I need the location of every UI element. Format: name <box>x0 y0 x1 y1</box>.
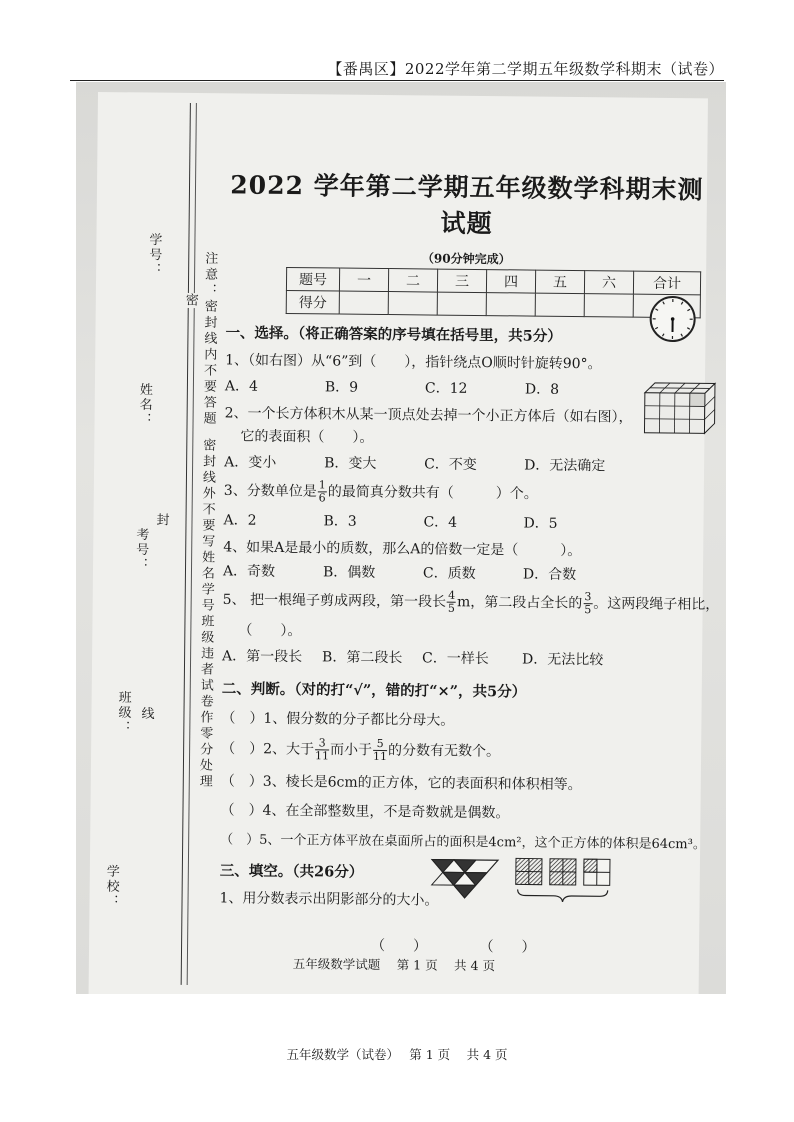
numerator: 1 <box>318 478 326 492</box>
answer-blank-squares[interactable]: （ ） <box>479 939 536 956</box>
question-1: 1、（如右图）从“6”到（ ），指针绕点O顺时针旋转90°。 <box>225 352 602 373</box>
score-header-cell: 合计 <box>633 271 700 295</box>
question-4: 4、如果A是最小的质数，那么A的倍数一定是（ ）。 <box>223 539 582 560</box>
question-5-text-a: 5、 把一根绳子剪成两段，第一段长 <box>222 591 447 611</box>
fraction-three-elevenths <box>315 737 329 762</box>
question-2-continued: 它的表面积（ ）。 <box>240 428 374 446</box>
option: C．4 <box>423 514 458 531</box>
score-header-cell: 题号 <box>286 267 339 291</box>
denominator: 11 <box>314 749 330 763</box>
option: D．8 <box>524 381 560 398</box>
notice-outside: 密封线外不要写姓名学号班级违者试卷作零分处理 <box>195 438 215 838</box>
seal-line <box>181 103 191 985</box>
section-1-title: 一、选择。（将正确答案的序号填在括号里，共5分） <box>225 324 562 345</box>
seal-sidebar <box>89 92 218 994</box>
exam-content <box>219 93 720 958</box>
option: B．9 <box>324 379 359 396</box>
exam-paper <box>89 92 720 994</box>
score-header-cell: 三 <box>437 269 486 293</box>
seal-char-mi: 密 <box>182 292 198 309</box>
question-3 <box>224 478 704 508</box>
option: B．第二段长 <box>322 649 403 667</box>
question-5-text-b: m，第二段占全长的 <box>456 594 583 612</box>
score-header-cell: 五 <box>535 270 584 294</box>
square-fraction-figure <box>513 856 624 917</box>
judgement-2-text-a: （ ）2、大于 <box>221 740 315 758</box>
question-4-options <box>223 560 703 585</box>
exam-number-label: 考号： <box>132 527 149 573</box>
judgement-1: （ ）1、假分数的分子都比分母大。 <box>221 710 455 729</box>
option: B．3 <box>323 513 357 530</box>
fraction-five-elevenths <box>373 738 387 763</box>
document-header: 【番禺区】2022学年第二学期五年级数学科期末（试卷） <box>327 60 724 78</box>
score-table <box>286 267 701 318</box>
option: C．一样长 <box>422 650 489 668</box>
score-cell[interactable] <box>535 293 584 317</box>
denominator: 11 <box>372 749 388 764</box>
fraction-three-fifths <box>583 591 592 616</box>
question-2: 2、一个长方体积木从某一顶点处去掉一个小正方体后（如右图）， <box>224 405 633 426</box>
option: A．第一段长 <box>222 648 303 666</box>
fill-question-1: 1、用分数表示出阴影部分的大小。 <box>219 890 439 909</box>
option: B．偶数 <box>322 564 376 581</box>
inner-page-footer: 五年级数学试题 第 1 页 共 4 页 <box>292 956 496 974</box>
question-1-options <box>225 375 705 400</box>
seal-char-xian: 线 <box>138 706 154 722</box>
score-cell[interactable] <box>437 292 486 316</box>
judgement-2-text-b: 而小于 <box>329 741 373 759</box>
fraction-four-fifths <box>447 590 456 615</box>
option: C．不变 <box>424 456 477 473</box>
question-3-text-a: 3、分数单位是 <box>223 482 317 500</box>
question-5-continued: （ ）。 <box>238 622 302 640</box>
header-rule <box>70 80 724 81</box>
exam-subtitle: （90分钟完成） <box>421 251 511 267</box>
judgement-5: （ ）5、一个正方体平放在桌面所占的面积是4cm²，这个正方体的体积是64cm³。 <box>220 832 706 853</box>
question-3-text-b: 的最简真分数共有（ ）个。 <box>327 483 538 503</box>
score-cell[interactable] <box>388 292 437 316</box>
option: D．无法确定 <box>524 457 606 475</box>
option: A．奇数 <box>222 563 276 580</box>
option: A．2 <box>223 512 257 529</box>
score-row-label: 得分 <box>286 290 339 314</box>
cuboid-block-figure <box>642 381 717 436</box>
numerator: 4 <box>448 588 456 602</box>
option: A．变小 <box>224 454 277 471</box>
option: D．合数 <box>522 566 577 584</box>
question-2-options <box>224 451 704 476</box>
triangle-fraction-figure <box>430 858 500 901</box>
exam-photo <box>76 82 726 994</box>
question-5-text-c: 。这两段绳子相比， <box>593 595 720 614</box>
denominator: 5 <box>447 601 456 615</box>
judgement-2-text-c: 的分数有无数个。 <box>387 742 501 760</box>
notice-inside: 注意：密封线内不要答题 <box>199 251 217 436</box>
exam-title: 2022 学年第二学期五年级数学科期末测试题 <box>230 170 704 239</box>
option: B．变大 <box>324 455 377 472</box>
option: C．12 <box>424 380 468 397</box>
question-5 <box>222 587 720 617</box>
question-5-options <box>222 645 702 670</box>
section-3-title: 三、填空。（共26分） <box>219 862 364 881</box>
school-label: 学校： <box>103 864 119 910</box>
seal-char-feng: 封 <box>153 512 169 528</box>
score-header-cell: 二 <box>388 269 437 293</box>
question-3-options <box>223 509 703 534</box>
numerator: 3 <box>584 590 592 604</box>
denominator: 6 <box>318 491 326 505</box>
judgement-3: （ ）3、棱长是6cm的正方体，它的表面积和体积相等。 <box>220 773 582 794</box>
clock-figure <box>647 294 698 345</box>
score-cell[interactable] <box>339 291 388 315</box>
option: D．无法比较 <box>521 651 604 669</box>
numerator: 3 <box>315 737 329 750</box>
judgement-2 <box>221 736 701 766</box>
score-header-cell: 四 <box>486 270 535 294</box>
page-footer: 五年级数学（试卷） 第 1 页 共 4 页 <box>286 1047 508 1062</box>
score-header-cell: 六 <box>584 271 633 295</box>
denominator: 5 <box>584 603 592 617</box>
name-label: 姓名： <box>136 382 152 428</box>
fraction-one-sixth <box>318 479 327 504</box>
class-label: 班级： <box>115 690 131 736</box>
score-cell[interactable] <box>584 294 633 318</box>
score-table-score-row <box>286 290 700 317</box>
judgement-4: （ ）4、在全部整数里，不是奇数就是偶数。 <box>220 802 510 822</box>
option: A．4 <box>224 378 259 395</box>
score-cell[interactable] <box>486 293 535 317</box>
option: D．5 <box>523 515 558 532</box>
student-number-label: 学号： <box>146 232 162 278</box>
score-header-cell: 一 <box>339 268 388 292</box>
answer-blank-triangles[interactable]: （ ） <box>370 937 428 955</box>
option: C．质数 <box>422 565 476 582</box>
numerator: 5 <box>373 738 387 751</box>
section-2-title: 二、判断。（对的打“√”，错的打“×”，共5分） <box>221 680 527 701</box>
